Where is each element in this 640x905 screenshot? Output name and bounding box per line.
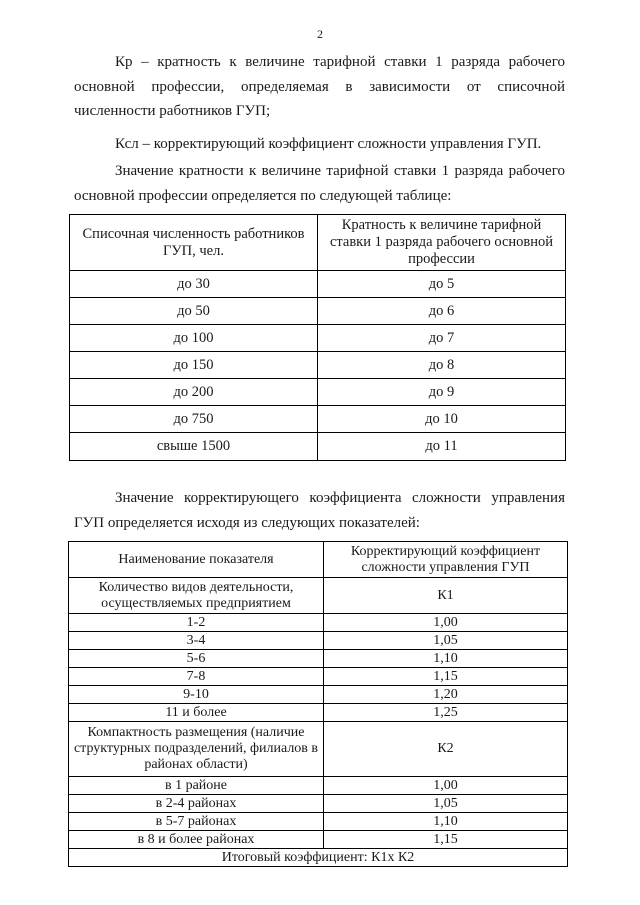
table-cell: Количество видов деятельности, осуществляемых предприятием [69, 578, 324, 614]
table-row [69, 668, 568, 686]
table-cell: в 1 районе [69, 777, 324, 795]
table-cell: 1,15 [324, 668, 568, 686]
table-row [70, 379, 566, 406]
table-row [69, 777, 568, 795]
table-cell: Компактность размещения (наличие структурных подразделений, филиалов в районах области) [69, 722, 324, 777]
table-row [70, 325, 566, 352]
table-row [69, 704, 568, 722]
table-header-cell: Наименование показателя [69, 542, 324, 578]
table-row [70, 298, 566, 325]
table-header-cell: Кратность к величине тарифной ставки 1 разряда рабочего основной профессии [318, 215, 566, 271]
table-cell: до 8 [318, 352, 566, 379]
table-cell: 1,25 [324, 704, 568, 722]
paragraph-multiplicity-intro: Значение кратности к величине тарифной ставки 1 разряда рабочего основной профессии определяется по следующей таблице: [74, 163, 565, 204]
table-cell: до 7 [318, 325, 566, 352]
total-coefficient-cell: Итоговый коэффициент: К1х К2 [69, 849, 568, 867]
table-row [69, 795, 568, 813]
table-cell: 11 и более [69, 704, 324, 722]
table-row [69, 831, 568, 849]
table-row [69, 632, 568, 650]
paragraph-ksl: Ксл – корректирующий коэффициент сложности управления ГУП. [115, 136, 542, 152]
table-cell: 1,00 [324, 777, 568, 795]
table-cell: до 6 [318, 298, 566, 325]
table-cell: свыше 1500 [70, 433, 318, 461]
table-cell: до 50 [70, 298, 318, 325]
page-number: 2 [317, 27, 323, 41]
table-cell: 7-8 [69, 668, 324, 686]
table-cell: до 100 [70, 325, 318, 352]
table-total-row [69, 849, 568, 867]
table-row [70, 352, 566, 379]
table-row [69, 813, 568, 831]
table-cell: 1,05 [324, 795, 568, 813]
table-cell: 9-10 [69, 686, 324, 704]
multiplicity-table [69, 214, 566, 461]
table-cell: 1,10 [324, 813, 568, 831]
table-cell: в 2-4 районах [69, 795, 324, 813]
table-header-cell: Корректирующий коэффициент сложности управления ГУП [324, 542, 568, 578]
table-cell: 1,20 [324, 686, 568, 704]
table-cell: до 5 [318, 271, 566, 298]
table-cell: 5-6 [69, 650, 324, 668]
table-header-row [69, 542, 568, 578]
table-cell: до 30 [70, 271, 318, 298]
table-header-row [70, 215, 566, 271]
table-row [69, 686, 568, 704]
table-row [69, 614, 568, 632]
table-cell: 3-4 [69, 632, 324, 650]
table-row [69, 722, 568, 777]
table-row [70, 433, 566, 461]
table-cell: до 9 [318, 379, 566, 406]
table-cell: в 8 и более районах [69, 831, 324, 849]
table-cell: К2 [324, 722, 568, 777]
coefficient-table [68, 541, 568, 867]
table-header-cell: Списочная численность работников ГУП, чел. [70, 215, 318, 271]
table-cell: 1-2 [69, 614, 324, 632]
table-cell: до 11 [318, 433, 566, 461]
table-row [69, 650, 568, 668]
table-cell: в 5-7 районах [69, 813, 324, 831]
table-cell: до 150 [70, 352, 318, 379]
table-row [70, 406, 566, 433]
table-cell: 1,00 [324, 614, 568, 632]
table-cell: 1,10 [324, 650, 568, 668]
table-cell: до 200 [70, 379, 318, 406]
table-row [69, 578, 568, 614]
table-cell: 1,15 [324, 831, 568, 849]
paragraph-kr: Кр – кратность к величине тарифной ставки 1 разряда рабочего основной профессии, определяемая в зависимости от списочной численности работников ГУП; [74, 54, 565, 119]
table-cell: до 10 [318, 406, 566, 433]
table-cell: К1 [324, 578, 568, 614]
table-row [70, 271, 566, 298]
table-cell: 1,05 [324, 632, 568, 650]
table-cell: до 750 [70, 406, 318, 433]
paragraph-coef-intro: Значение корректирующего коэффициента сложности управления ГУП определяется исходя из следующих показателей: [74, 490, 565, 531]
